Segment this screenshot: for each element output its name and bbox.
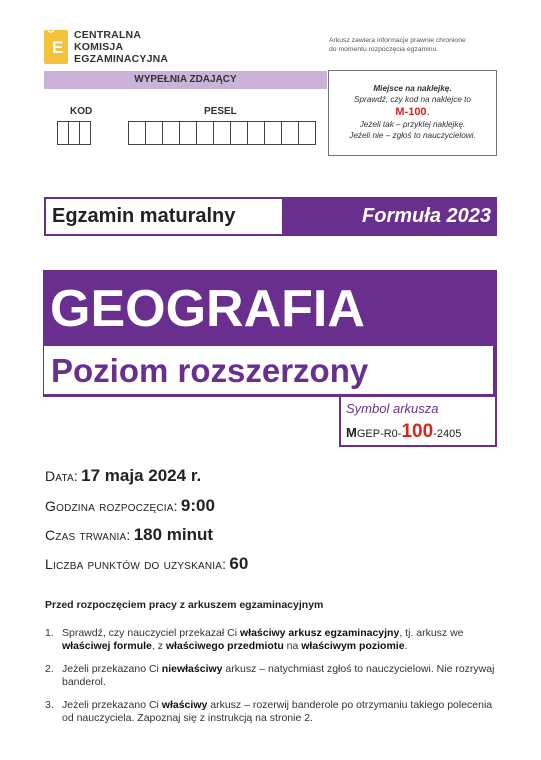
logo-mark-side: E — [52, 38, 64, 57]
subject-name: GEOGRAFIA — [50, 280, 365, 338]
cke-logo-mark — [44, 20, 68, 64]
item-number: 1. — [45, 627, 54, 639]
start-time-line — [45, 496, 215, 516]
kod-input-boxes[interactable] — [57, 121, 90, 145]
list-item — [45, 663, 500, 688]
symbol-prefix-rest: GEP-R0- — [356, 428, 402, 440]
pesel-box[interactable] — [281, 121, 299, 145]
logo-line-2: KOMISJA — [74, 41, 124, 53]
duration-value: 180 minut — [133, 525, 214, 544]
symbol-prefix-m: M — [346, 425, 357, 440]
kod-box[interactable] — [79, 121, 91, 145]
sticker-area — [328, 70, 497, 156]
fill-by-student-header: WYPEŁNIA ZDAJĄCY — [44, 71, 327, 89]
pesel-box[interactable] — [128, 121, 146, 145]
duration-label: Czas trwania: — [45, 527, 131, 543]
logo-line-1: CENTRALNA — [74, 29, 142, 41]
points-line — [45, 554, 248, 574]
pesel-box[interactable] — [247, 121, 265, 145]
points-value: 60 — [229, 554, 249, 573]
kod-label: KOD — [70, 106, 93, 117]
sticker-code: M-100. — [395, 106, 430, 118]
pesel-label: PESEL — [204, 106, 237, 117]
symbol-number: 100 — [401, 421, 434, 442]
logo-mark-letters: CK — [46, 20, 56, 33]
sticker-line-3: Jeżeli tak – przyklej naklejkę. — [359, 120, 466, 129]
pesel-box[interactable] — [179, 121, 197, 145]
pesel-box[interactable] — [264, 121, 282, 145]
pesel-box[interactable] — [230, 121, 248, 145]
pesel-box[interactable] — [162, 121, 180, 145]
points-label: Liczba punktów do uzyskania: — [45, 556, 227, 572]
item-number: 2. — [45, 663, 54, 675]
date-label: Data: — [45, 468, 78, 484]
item-number: 3. — [45, 699, 54, 711]
sticker-line-4: Jeżeli nie – zgłoś to nauczycielowi. — [349, 131, 476, 140]
sticker-line-2: Sprawdź, czy kod na naklejce to — [354, 95, 471, 104]
item-text: Jeżeli przekazano Ci właściwy arkusz – rozerwij banderole po otrzymaniu takiego polecenia od nauczyciela. Zapoznaj się z instrukcją na stronie 2. — [62, 699, 493, 724]
pesel-box[interactable] — [213, 121, 231, 145]
list-item — [45, 627, 500, 652]
pesel-box[interactable] — [298, 121, 316, 145]
start-time-label: Godzina rozpoczęcia: — [45, 498, 178, 514]
duration-line — [45, 525, 213, 545]
sticker-line-1: Miejsce na naklejkę. — [373, 84, 452, 93]
exam-formula: Formuła 2023 — [282, 199, 495, 234]
date-line — [45, 466, 201, 486]
item-text: Sprawdź, czy nauczyciel przekazał Ci właściwy arkusz egzaminacyjny, tj. arkusz we właściwej formule, z właściwego przedmiotu na właściwym poziomie. — [62, 627, 464, 652]
date-value: 17 maja 2024 r. — [81, 466, 202, 485]
notice-line-2: do momentu rozpoczęcia egzaminu. — [329, 46, 439, 53]
item-text: Jeżeli przekazano Ci niewłaściwy arkusz – natychmiast zgłoś to nauczycielowi. Nie rozrywaj banderol. — [62, 663, 495, 688]
symbol-label: Symbol arkusza — [346, 401, 439, 416]
legal-notice — [329, 36, 509, 54]
symbol-code — [346, 422, 461, 444]
cke-logo-text — [74, 29, 168, 65]
list-item — [45, 699, 500, 724]
exam-title-bar — [44, 197, 497, 236]
instructions-list — [45, 627, 500, 735]
pesel-box[interactable] — [145, 121, 163, 145]
symbol-suffix: -2405 — [433, 428, 462, 440]
start-time-value: 9:00 — [180, 496, 215, 515]
logo-line-3: EGZAMINACYJNA — [74, 53, 169, 65]
pesel-input-boxes[interactable] — [128, 121, 315, 145]
notice-line-1: Arkusz zawiera informacje prawnie chronione — [329, 37, 466, 44]
exam-title: Egzamin maturalny — [52, 205, 236, 227]
subject-level: Poziom rozszerzony — [51, 352, 369, 389]
instructions-heading: Przed rozpoczęciem pracy z arkuszem egzaminacyjnym — [45, 599, 324, 611]
pesel-box[interactable] — [196, 121, 214, 145]
